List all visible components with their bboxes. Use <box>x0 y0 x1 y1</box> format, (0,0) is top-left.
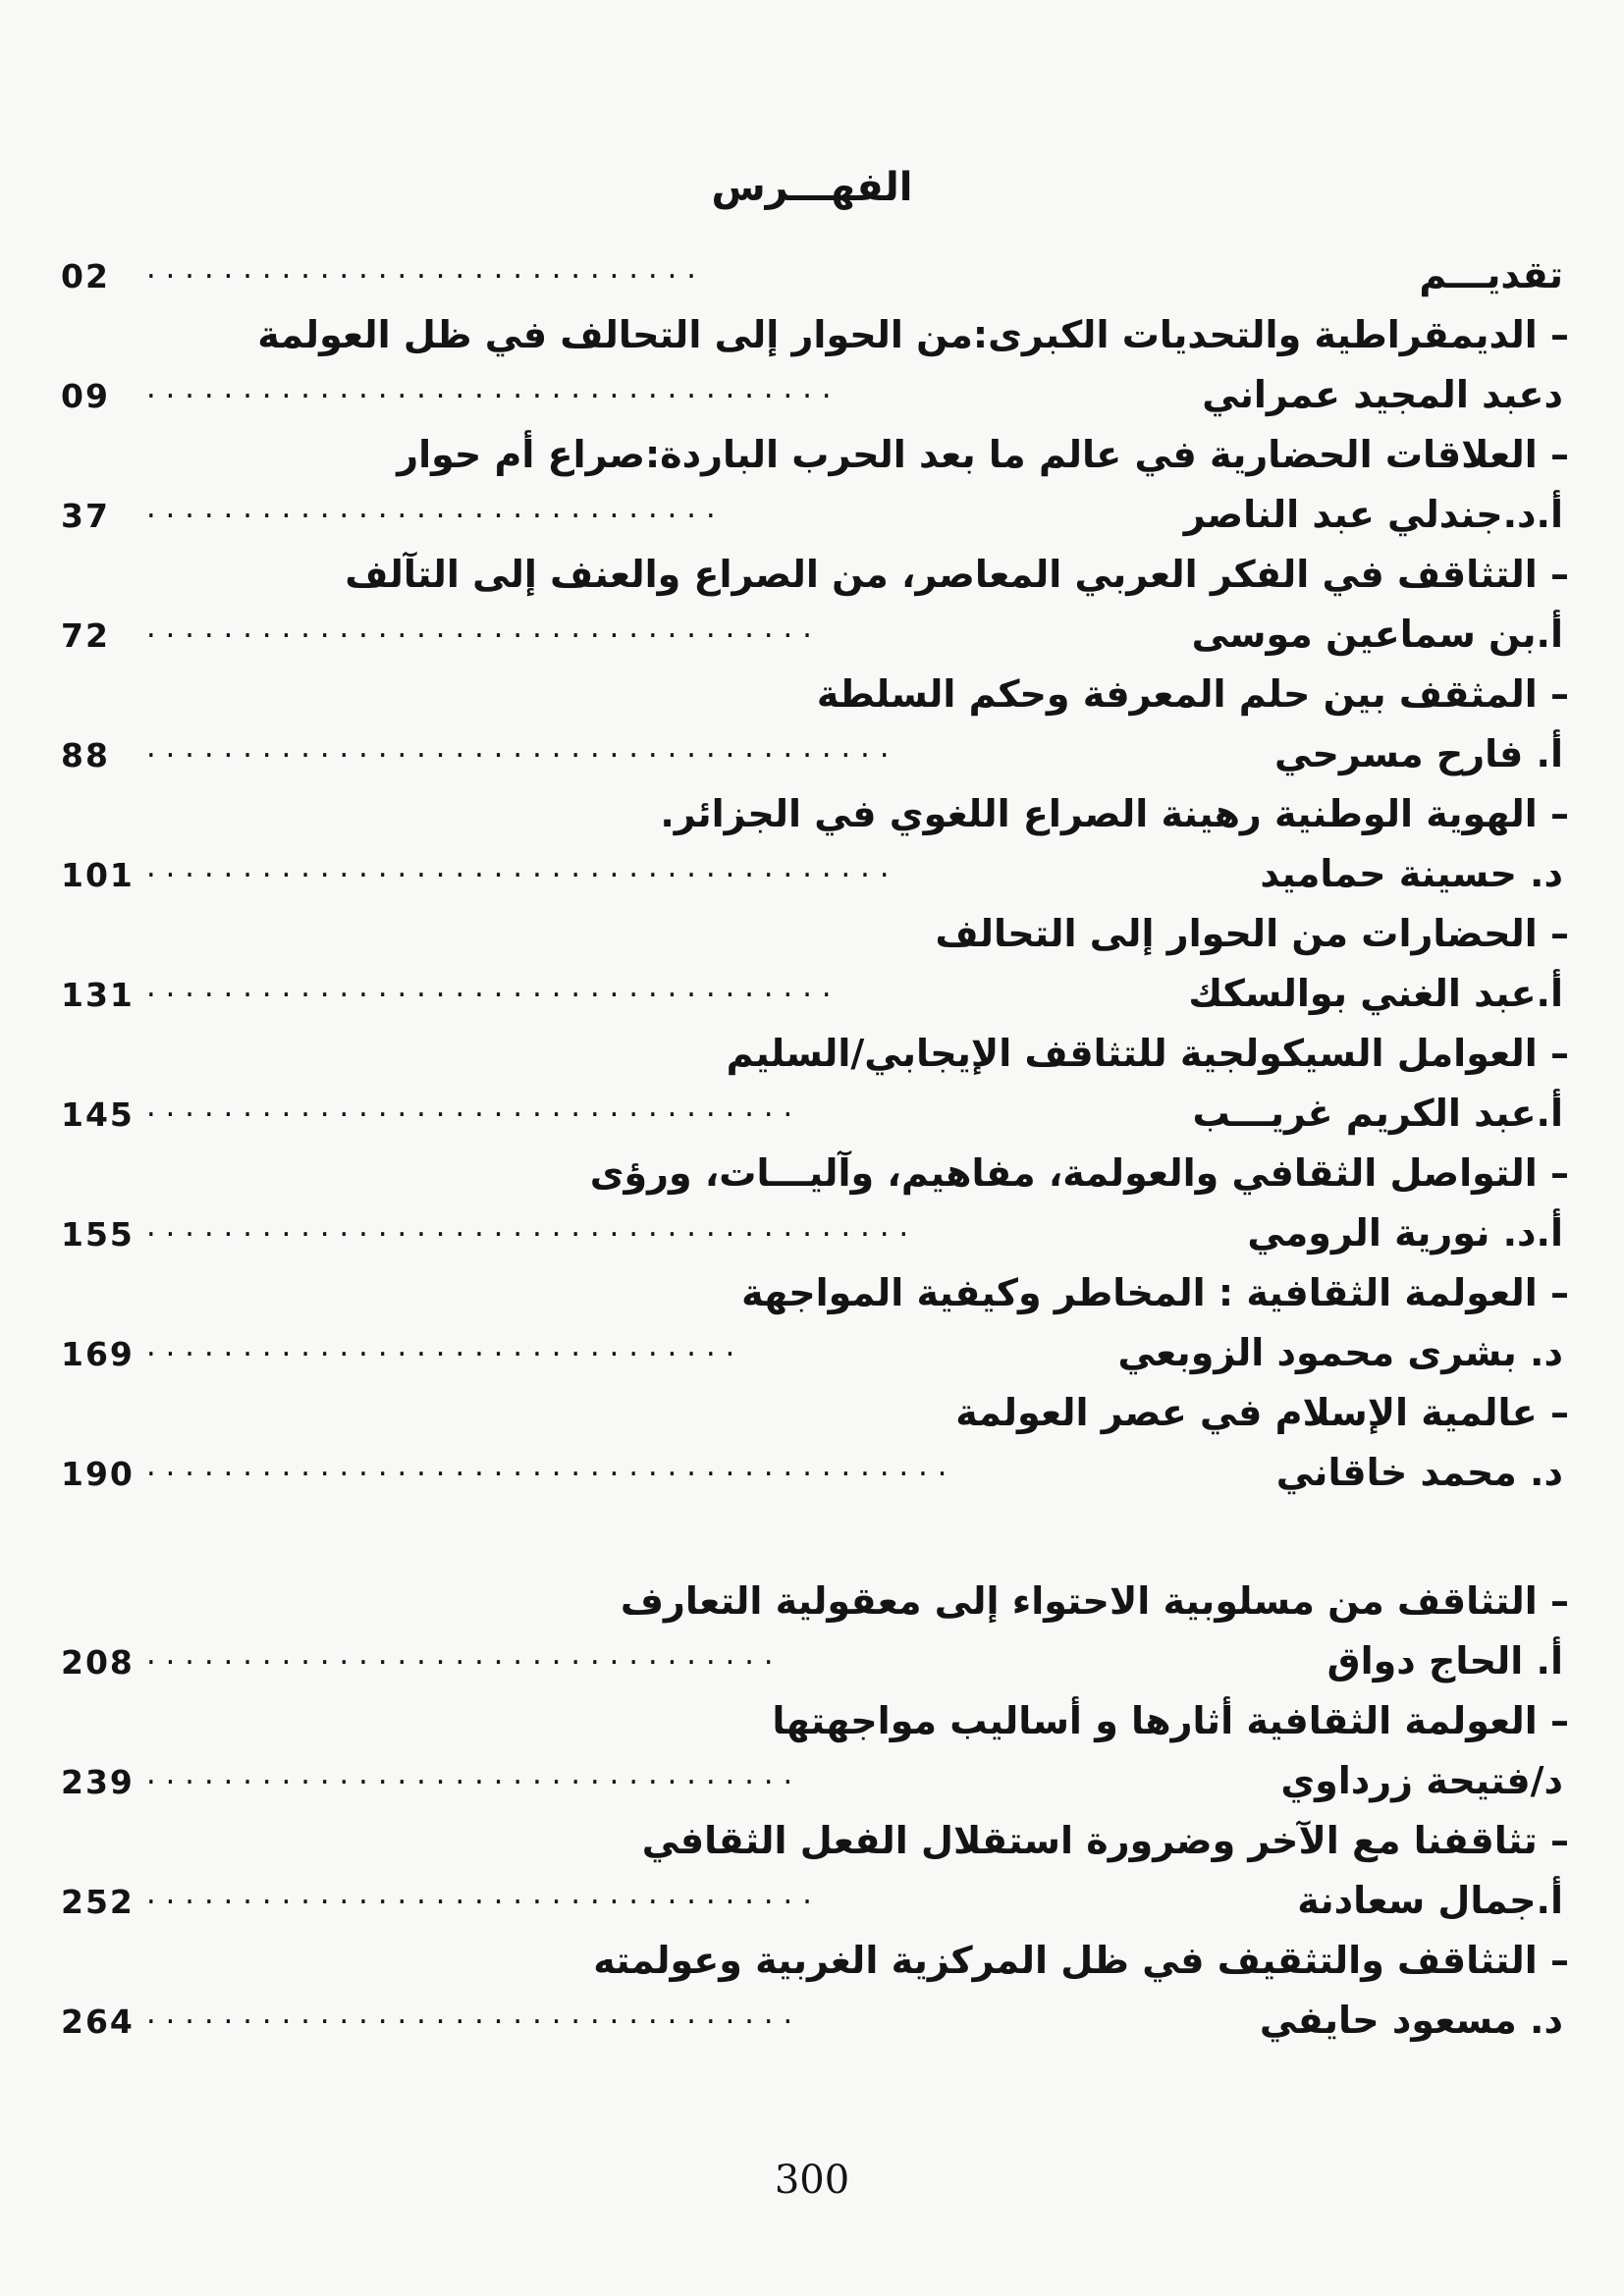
toc-entry-title <box>27 1385 1569 1445</box>
toc-entry-author <box>27 1445 1569 1505</box>
entry-page-number: 72 <box>61 616 110 655</box>
entry-title-text: – العولمة الثقافية : المخاطر وكيفية المواجهة <box>741 1271 1569 1314</box>
entry-title-text: – التثاقف والتثقيف في ظل المركزية الغربية وعولمته <box>593 1939 1569 1982</box>
entry-page-number: 101 <box>61 856 135 894</box>
entry-author-text: أ.عبد الغني بوالسكك <box>1188 972 1563 1015</box>
entry-page-number: 252 <box>61 1883 135 1921</box>
entry-title-text: – التثاقف في الفكر العربي المعاصر، من الصراع والعنف إلى التآلف <box>345 553 1569 596</box>
toc-entry-title <box>27 786 1569 846</box>
entry-author-text: أ.عبد الكريم غريـــب <box>1192 1092 1563 1135</box>
entry-title-text: – تثاقفنا مع الآخر وضرورة استقلال الفعل الثقافي <box>641 1819 1569 1862</box>
entry-author-text: د. مسعود حايفي <box>1259 1999 1563 2042</box>
entry-page-number: 37 <box>61 497 110 535</box>
entry-author-text: أ.بن سماعين موسى <box>1191 613 1563 656</box>
toc-entry-author <box>27 846 1569 906</box>
entry-author-text: د. حسينة حماميد <box>1260 852 1563 895</box>
dot-leader: .................................... <box>143 974 839 1003</box>
toc-entry-author <box>27 1873 1569 1933</box>
entry-page-number: 208 <box>61 1643 135 1682</box>
toc-entry-title <box>27 1146 1569 1205</box>
toc-entry-title <box>27 307 1569 367</box>
entry-title-text: – العوامل السيكولجية للتثاقف الإيجابي/السليم <box>726 1032 1569 1075</box>
entry-author-text: أ. فارح مسرحي <box>1274 732 1563 775</box>
entry-page-number: 09 <box>61 377 110 415</box>
entry-page-number: 145 <box>61 1095 135 1134</box>
dot-leader: .................................... <box>143 375 839 404</box>
toc-entry-title <box>27 547 1569 607</box>
entry-title-text: – المثقف بين حلم المعرفة وحكم السلطة <box>816 672 1569 716</box>
toc-entry-author <box>27 487 1569 547</box>
toc-entry-author <box>27 1633 1569 1693</box>
entry-author-text: أ. الحاج دواق <box>1326 1639 1563 1682</box>
entry-page-number: 131 <box>61 976 135 1014</box>
entry-title-text: – الديمقراطية والتحديات الكبرى:من الحوار إلى التحالف في ظل العولمة <box>257 313 1569 356</box>
toc-entry-author <box>27 1325 1569 1385</box>
toc-entry-title <box>27 1693 1569 1753</box>
entry-title-text: – العولمة الثقافية أثارها و أساليب مواجهتها <box>772 1699 1569 1742</box>
entry-page-number: 239 <box>61 1763 135 1801</box>
toc-entry-author <box>27 1753 1569 1813</box>
entry-author-text: دعبد المجيد عمراني <box>1202 373 1563 416</box>
entry-page-number: 155 <box>61 1215 135 1254</box>
toc-entry-author <box>27 247 1569 307</box>
entry-author-text: أ.د.جندلي عبد الناصر <box>1183 493 1563 536</box>
page-title: الفهـــرس <box>711 165 913 210</box>
dot-leader: .................................. <box>143 1094 800 1123</box>
dot-leader: ........................................ <box>143 1213 916 1243</box>
toc-entry-title <box>27 427 1569 487</box>
entry-author-text: أ.جمال سعادنة <box>1297 1879 1563 1922</box>
dot-leader: ............................... <box>143 1333 742 1362</box>
toc-entry-title <box>27 667 1569 726</box>
toc-entry-title <box>27 1933 1569 1993</box>
dot-leader: ....................................... <box>143 734 896 764</box>
entry-page-number: 88 <box>61 736 110 774</box>
entry-author-text: أ.د. نورية الرومي <box>1247 1211 1563 1255</box>
toc-entry-title <box>27 1813 1569 1873</box>
entry-author-text: د. بشرى محمود الزوبعي <box>1117 1331 1563 1374</box>
entry-author-text: تقديـــم <box>1419 253 1563 296</box>
dot-leader: .................................. <box>143 2001 800 2030</box>
entry-page-number: 169 <box>61 1335 135 1373</box>
entry-page-number: 190 <box>61 1455 135 1493</box>
entry-page-number: 02 <box>61 257 110 295</box>
toc-entry-author <box>27 726 1569 786</box>
entry-title-text: – التواصل الثقافي والعولمة، مفاهيم، وآليـــات، ورؤى <box>589 1151 1569 1195</box>
dot-leader: .......................................... <box>143 1453 954 1482</box>
dot-leader: ................................... <box>143 614 819 644</box>
entry-title-text: – العلاقات الحضارية في عالم ما بعد الحرب الباردة:صراع أم حوار <box>397 433 1569 476</box>
entry-title-text: – التثاقف من مسلوبية الاحتواء إلى معقولية التعارف <box>620 1579 1569 1623</box>
toc-entry-author <box>27 1993 1569 2053</box>
entry-title-text: – عالمية الإسلام في عصر العولمة <box>955 1391 1569 1434</box>
table-of-contents <box>27 247 1569 2053</box>
dot-leader: ................................. <box>143 1641 781 1671</box>
entry-author-text: د/فتيحة زرداوي <box>1280 1759 1563 1802</box>
entry-title-text: – الحضارات من الحوار إلى التحالف <box>935 912 1569 955</box>
entry-title-text: – الهوية الوطنية رهينة الصراع اللغوي في الجزائر. <box>660 792 1569 835</box>
dot-leader: .............................. <box>143 495 723 524</box>
toc-entry-author <box>27 367 1569 427</box>
entry-page-number: 264 <box>61 2002 135 2041</box>
toc-entry-author <box>27 966 1569 1026</box>
toc-entry-author <box>27 1205 1569 1265</box>
toc-entry-author <box>27 607 1569 667</box>
dot-leader: .................................. <box>143 1761 800 1790</box>
toc-entry-title <box>27 906 1569 966</box>
entry-author-text: د. محمد خاقاني <box>1275 1451 1563 1494</box>
page-number: 300 <box>774 2158 850 2203</box>
dot-leader: ............................. <box>143 255 703 285</box>
dot-leader: ....................................... <box>143 854 896 883</box>
toc-entry-title <box>27 1505 1569 1633</box>
toc-entry-title <box>27 1265 1569 1325</box>
dot-leader: ................................... <box>143 1881 819 1910</box>
toc-entry-title <box>27 1026 1569 1086</box>
toc-entry-author <box>27 1086 1569 1146</box>
